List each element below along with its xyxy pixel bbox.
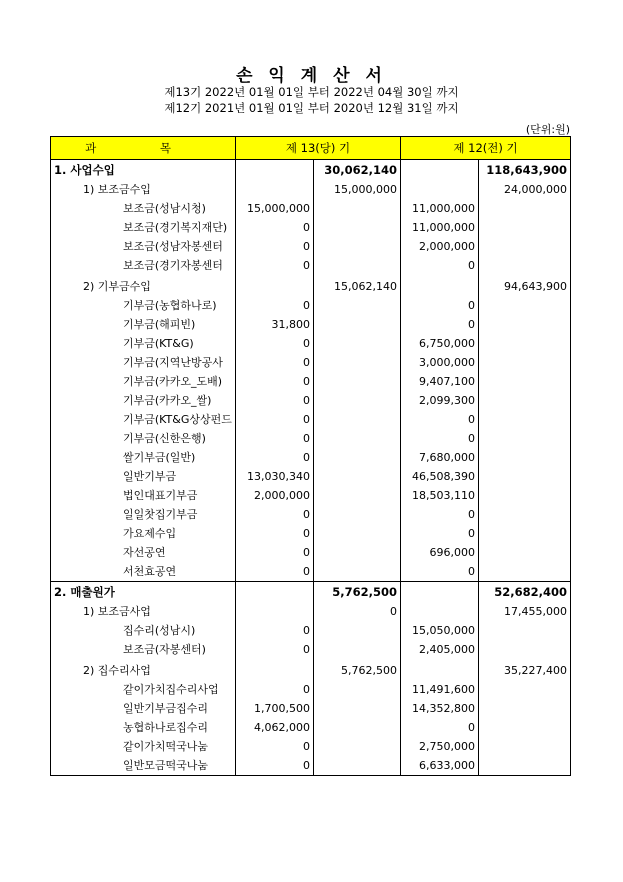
- item-current-amount: 0: [236, 410, 314, 429]
- empty-cell: [479, 680, 571, 699]
- item-prior-amount: 6,633,000: [401, 756, 479, 776]
- empty-cell: [479, 640, 571, 659]
- item-name: 같이가치집수리사업: [51, 680, 236, 699]
- item-prior-amount: 2,405,000: [401, 640, 479, 659]
- table-row: [51, 315, 571, 334]
- empty-cell: [314, 334, 401, 353]
- empty-cell: [314, 353, 401, 372]
- section-name: 2. 매출원가: [51, 582, 236, 603]
- empty-cell: [479, 334, 571, 353]
- empty-cell: [479, 448, 571, 467]
- group-name: 1) 보조금사업: [51, 602, 236, 621]
- empty-cell: [314, 543, 401, 562]
- empty-cell: [314, 486, 401, 505]
- empty-cell: [314, 218, 401, 237]
- table-row: [51, 256, 571, 275]
- item-name: 보조금(경기복지재단): [51, 218, 236, 237]
- item-name: 일반모금떡국나눔: [51, 756, 236, 776]
- table-row: [51, 543, 571, 562]
- item-name: 기부금(KT&G상상펀드: [51, 410, 236, 429]
- empty-cell: [479, 524, 571, 543]
- table-row: [51, 199, 571, 218]
- group-row: [51, 180, 571, 199]
- table-row: [51, 353, 571, 372]
- statement-body: [51, 160, 571, 776]
- empty-cell: [479, 391, 571, 410]
- item-prior-amount: 0: [401, 718, 479, 737]
- item-name: 보조금(성남자봉센터: [51, 237, 236, 256]
- item-prior-amount: 0: [401, 429, 479, 448]
- table-row: [51, 562, 571, 582]
- item-current-amount: 0: [236, 505, 314, 524]
- item-name: 같이가치떡국나눔: [51, 737, 236, 756]
- income-statement-table: [50, 136, 571, 776]
- item-prior-amount: 11,000,000: [401, 218, 479, 237]
- item-name: 기부금(농협하나로): [51, 296, 236, 315]
- empty-cell: [314, 256, 401, 275]
- group-row: [51, 277, 571, 296]
- item-name: 서천효공연: [51, 562, 236, 582]
- empty-cell: [314, 372, 401, 391]
- empty-cell: [479, 467, 571, 486]
- item-name: 일반기부금: [51, 467, 236, 486]
- item-prior-amount: 3,000,000: [401, 353, 479, 372]
- table-row: [51, 467, 571, 486]
- group-current-subtotal: 5,762,500: [314, 661, 401, 680]
- item-prior-amount: 9,407,100: [401, 372, 479, 391]
- table-row: [51, 486, 571, 505]
- item-current-amount: 0: [236, 756, 314, 776]
- empty-cell: [401, 582, 479, 603]
- item-current-amount: 15,000,000: [236, 199, 314, 218]
- table-row: [51, 699, 571, 718]
- empty-cell: [236, 180, 314, 199]
- item-prior-amount: 2,750,000: [401, 737, 479, 756]
- item-name: 기부금(지역난방공사: [51, 353, 236, 372]
- empty-cell: [479, 486, 571, 505]
- item-current-amount: 0: [236, 737, 314, 756]
- header-prior-period: 제 12(전) 기: [401, 137, 571, 160]
- item-prior-amount: 0: [401, 524, 479, 543]
- group-prior-subtotal: 17,455,000: [479, 602, 571, 621]
- item-current-amount: 0: [236, 640, 314, 659]
- item-current-amount: 4,062,000: [236, 718, 314, 737]
- empty-cell: [479, 218, 571, 237]
- group-current-subtotal: 15,062,140: [314, 277, 401, 296]
- item-current-amount: 0: [236, 680, 314, 699]
- header-current-period: 제 13(당) 기: [236, 137, 401, 160]
- item-prior-amount: 46,508,390: [401, 467, 479, 486]
- empty-cell: [479, 699, 571, 718]
- statement-title: 손 익 계 산 서: [236, 66, 387, 86]
- item-name: 일일찻집기부금: [51, 505, 236, 524]
- empty-cell: [479, 756, 571, 776]
- empty-cell: [314, 315, 401, 334]
- empty-cell: [479, 410, 571, 429]
- item-name: 쌀기부금(일반): [51, 448, 236, 467]
- item-current-amount: 31,800: [236, 315, 314, 334]
- empty-cell: [314, 562, 401, 582]
- item-current-amount: 0: [236, 218, 314, 237]
- item-name: 보조금(성남시청): [51, 199, 236, 218]
- empty-cell: [401, 661, 479, 680]
- item-current-amount: 0: [236, 296, 314, 315]
- table-row: [51, 524, 571, 543]
- item-current-amount: 0: [236, 429, 314, 448]
- empty-cell: [314, 756, 401, 776]
- empty-cell: [236, 582, 314, 603]
- item-prior-amount: 6,750,000: [401, 334, 479, 353]
- section-name: 1. 사업수입: [51, 160, 236, 181]
- item-prior-amount: 14,352,800: [401, 699, 479, 718]
- item-name: 기부금(KT&G): [51, 334, 236, 353]
- empty-cell: [314, 296, 401, 315]
- table-row: [51, 621, 571, 640]
- empty-cell: [479, 256, 571, 275]
- empty-cell: [479, 199, 571, 218]
- empty-cell: [314, 640, 401, 659]
- item-prior-amount: 0: [401, 315, 479, 334]
- table-row: [51, 737, 571, 756]
- table-row: [51, 640, 571, 659]
- item-name: 법인대표기부금: [51, 486, 236, 505]
- empty-cell: [314, 621, 401, 640]
- item-current-amount: 0: [236, 448, 314, 467]
- item-current-amount: 0: [236, 391, 314, 410]
- empty-cell: [479, 353, 571, 372]
- item-prior-amount: 11,491,600: [401, 680, 479, 699]
- table-row: [51, 334, 571, 353]
- section-row: [51, 160, 571, 181]
- empty-cell: [479, 562, 571, 582]
- table-row: [51, 391, 571, 410]
- empty-cell: [401, 180, 479, 199]
- item-prior-amount: 0: [401, 562, 479, 582]
- empty-cell: [314, 505, 401, 524]
- item-current-amount: 13,030,340: [236, 467, 314, 486]
- table-row: [51, 448, 571, 467]
- group-prior-subtotal: 24,000,000: [479, 180, 571, 199]
- table-row: [51, 756, 571, 776]
- section-current-total: 5,762,500: [314, 582, 401, 603]
- item-prior-amount: 2,000,000: [401, 237, 479, 256]
- item-current-amount: 0: [236, 353, 314, 372]
- table-row: [51, 237, 571, 256]
- group-prior-subtotal: 35,227,400: [479, 661, 571, 680]
- item-name: 농협하나로집수리: [51, 718, 236, 737]
- item-name: 기부금(카카오_쌀): [51, 391, 236, 410]
- item-current-amount: 0: [236, 621, 314, 640]
- item-prior-amount: 11,000,000: [401, 199, 479, 218]
- empty-cell: [479, 296, 571, 315]
- group-name: 1) 보조금수입: [51, 180, 236, 199]
- empty-cell: [314, 199, 401, 218]
- empty-cell: [401, 602, 479, 621]
- item-name: 기부금(해피빈): [51, 315, 236, 334]
- empty-cell: [314, 448, 401, 467]
- empty-cell: [479, 237, 571, 256]
- item-name: 가요제수입: [51, 524, 236, 543]
- empty-cell: [314, 524, 401, 543]
- item-prior-amount: 696,000: [401, 543, 479, 562]
- empty-cell: [479, 621, 571, 640]
- item-current-amount: 0: [236, 524, 314, 543]
- item-prior-amount: 15,050,000: [401, 621, 479, 640]
- empty-cell: [236, 602, 314, 621]
- item-current-amount: 1,700,500: [236, 699, 314, 718]
- empty-cell: [236, 277, 314, 296]
- empty-cell: [401, 160, 479, 181]
- empty-cell: [314, 699, 401, 718]
- item-name: 기부금(신한은행): [51, 429, 236, 448]
- header-subject: 과 목: [51, 137, 236, 160]
- item-name: 자선공연: [51, 543, 236, 562]
- item-current-amount: 0: [236, 334, 314, 353]
- unit-label: (단위:원): [525, 123, 570, 136]
- table-row: [51, 505, 571, 524]
- table-row: [51, 296, 571, 315]
- item-prior-amount: 7,680,000: [401, 448, 479, 467]
- current-period-line: 제13기 2022년 01월 01일 부터 2022년 04월 30일 까지: [164, 85, 459, 99]
- item-name: 기부금(카카오_도배): [51, 372, 236, 391]
- item-current-amount: 0: [236, 562, 314, 582]
- empty-cell: [314, 391, 401, 410]
- group-prior-subtotal: 94,643,900: [479, 277, 571, 296]
- item-name: 일반기부금집수리: [51, 699, 236, 718]
- empty-cell: [479, 505, 571, 524]
- empty-cell: [314, 237, 401, 256]
- group-row: [51, 661, 571, 680]
- empty-cell: [314, 410, 401, 429]
- group-name: 2) 기부금수입: [51, 277, 236, 296]
- item-current-amount: 2,000,000: [236, 486, 314, 505]
- empty-cell: [314, 467, 401, 486]
- item-prior-amount: 18,503,110: [401, 486, 479, 505]
- empty-cell: [314, 680, 401, 699]
- empty-cell: [479, 737, 571, 756]
- table-row: [51, 718, 571, 737]
- item-name: 보조금(자봉센터): [51, 640, 236, 659]
- table-header-row: [51, 137, 571, 160]
- item-name: 집수리(성남시): [51, 621, 236, 640]
- group-name: 2) 집수리사업: [51, 661, 236, 680]
- empty-cell: [479, 543, 571, 562]
- table-row: [51, 429, 571, 448]
- section-current-total: 30,062,140: [314, 160, 401, 181]
- item-name: 보조금(경기자봉센터: [51, 256, 236, 275]
- section-row: [51, 582, 571, 603]
- prior-period-line: 제12기 2021년 01월 01일 부터 2020년 12월 31일 까지: [164, 101, 459, 115]
- item-prior-amount: 2,099,300: [401, 391, 479, 410]
- item-current-amount: 0: [236, 372, 314, 391]
- empty-cell: [479, 429, 571, 448]
- section-prior-total: 52,682,400: [479, 582, 571, 603]
- empty-cell: [314, 429, 401, 448]
- group-current-subtotal: 0: [314, 602, 401, 621]
- empty-cell: [479, 718, 571, 737]
- table-row: [51, 218, 571, 237]
- item-current-amount: 0: [236, 256, 314, 275]
- item-prior-amount: 0: [401, 256, 479, 275]
- group-row: [51, 602, 571, 621]
- section-prior-total: 118,643,900: [479, 160, 571, 181]
- empty-cell: [236, 661, 314, 680]
- item-prior-amount: 0: [401, 296, 479, 315]
- table-row: [51, 410, 571, 429]
- table-row: [51, 372, 571, 391]
- empty-cell: [314, 718, 401, 737]
- empty-cell: [401, 277, 479, 296]
- item-prior-amount: 0: [401, 505, 479, 524]
- empty-cell: [479, 315, 571, 334]
- group-current-subtotal: 15,000,000: [314, 180, 401, 199]
- item-current-amount: 0: [236, 543, 314, 562]
- empty-cell: [236, 160, 314, 181]
- item-current-amount: 0: [236, 237, 314, 256]
- empty-cell: [314, 737, 401, 756]
- table-row: [51, 680, 571, 699]
- empty-cell: [479, 372, 571, 391]
- item-prior-amount: 0: [401, 410, 479, 429]
